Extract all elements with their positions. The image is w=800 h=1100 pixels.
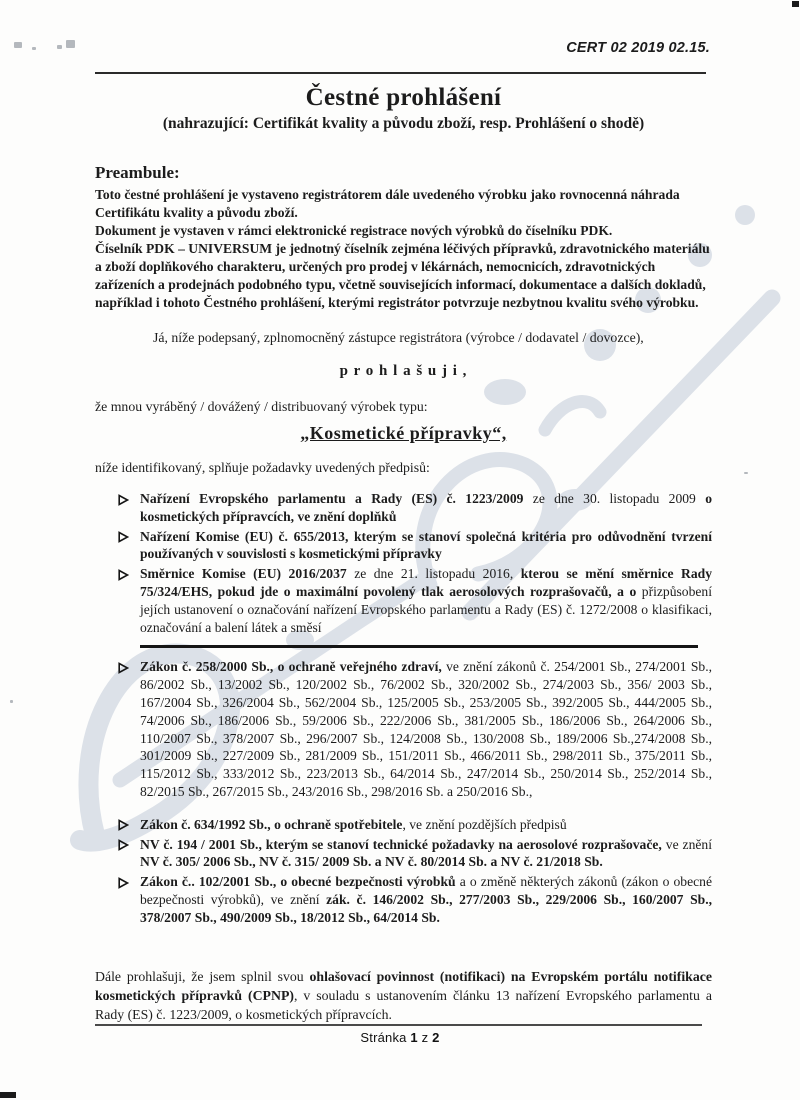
arrow-bullet-icon xyxy=(118,530,129,548)
preamble-heading: Preambule: xyxy=(95,163,180,182)
product-name: „Kosmetické přípravky“, xyxy=(300,423,507,443)
list-item-regulation-1 xyxy=(118,490,712,526)
arrow-bullet-icon xyxy=(118,876,129,894)
arrow-bullet-icon xyxy=(118,493,129,511)
arrow-bullet-icon xyxy=(118,838,129,856)
document-code: CERT 02 2019 02.15. xyxy=(566,40,710,56)
declarant-intro-line: Já, níže podepsaný, zplnomocněný zástupce registrátora (výrobce / dodavatel / dovozce), xyxy=(153,330,644,345)
list-item-text: Nařízení Komise (EU) č. 655/2013, kterým se stanoví společná kritéria pro odůvodnění tvrzení používaných v souvislosti s kosmetickými přípravky xyxy=(140,528,712,562)
list-item-regulation-2 xyxy=(118,528,712,564)
list-item-text: Nařízení Evropského parlamentu a Rady (ES) č. 1223/2009 ze dne 30. listopadu 2009 o kosmetických přípravcích, ve znění doplňků xyxy=(140,491,712,524)
header-rule xyxy=(95,72,706,74)
list-item-text: Zákon č. 258/2000 Sb., o ochraně veřejného zdraví, ve znění zákonů č. 254/2001 Sb., 274/2001 Sb., 86/2002 Sb., 13/2002 Sb., 120/2002 Sb., 76/2002 Sb., 320/2002 Sb., 274/2003 Sb., 356/ 2003 Sb., 167/2004 Sb., 326/2004 Sb., 562/2004 Sb., 125/2005 Sb., 253/2005 Sb., 392/2005 Sb., 444/2005 Sb., 74/2006 Sb., 186/2006 Sb., 59/2006 Sb., 222/2006 Sb., 381/2005 Sb., 186/2006 Sb., 264/2006 Sb., 110/2007 Sb., 378/2007 Sb., 296/2007 Sb., 124/2008 Sb., 130/2008 Sb., 189/2006 Sb.,274/2008 Sb., 301/2009 Sb., 227/2009 Sb., 281/2009 Sb., 151/2011 Sb., 466/2011 Sb., 298/2011 Sb., 375/2011 Sb., 115/2012 Sb., 333/2012 Sb., 223/2013 Sb., 64/2014 Sb., 247/2014 Sb., 250/2014 Sb., 252/2014 Sb., 82/2015 Sb., 267/2015 Sb., 243/2016 Sb., 298/2016 Sb. a 250/2016 Sb., xyxy=(140,659,713,799)
arrow-bullet-icon xyxy=(118,568,129,586)
arrow-bullet-icon xyxy=(118,661,129,679)
page-number-footer: Stránka 1 z 2 xyxy=(360,1030,440,1045)
list-item-law-3 xyxy=(118,836,712,872)
closing-paragraph: Dále prohlašuji, že jsem splnil svou ohlašovací povinnost (notifikaci) na Evropském portálu notifikace kosmetických přípravků (CPNP), v souladu s ustanovením článku 13 nařízení Evropského parlamentu a Rady (ES) č. 1223/2009, o kosmetických přípravcích. xyxy=(95,968,712,1022)
compliance-line: níže identifikovaný, splňuje požadavky uvedených předpisů: xyxy=(95,460,430,475)
list-item-text: Zákon č. 634/1992 Sb., o ochraně spotřebitele, ve znění pozdějších předpisů xyxy=(140,816,567,832)
list-item-law-4 xyxy=(118,873,712,926)
arrow-bullet-icon xyxy=(118,818,129,836)
scan-corner-mark xyxy=(0,1092,16,1098)
list-item-regulation-3 xyxy=(118,565,712,636)
section-separator-rule xyxy=(140,645,698,648)
list-item-text: NV č. 194 / 2001 Sb., kterým se stanoví technické požadavky na aerosolové rozprašovače, ve znění NV č. 305/ 2006 Sb., NV č. 315/ 2009 Sb. a NV č. 80/2014 Sb. a NV č. 21/2018 Sb. xyxy=(140,836,712,870)
scan-corner-mark xyxy=(792,1,799,7)
preamble-paragraph: Toto čestné prohlášení je vystaveno registrátorem dále uvedeného výrobku jako rovnocenná náhrada Certifikátu kvality a původu zboží. Dokument je vystaven v rámci elektronické registrace nových výrobků do číselníku PDK. Číselník PDK – UNIVERSUM je jednotný číselník zejména léčivých přípravků, zdravotnického materiálu a zboží doplňkového charakteru, určených pro prodej v lékárnách, nemocnicích, zdravotnických zařízeních a prodejnách podobného typu, včetně souvisejících informací, dokumentace a dalších dokladů, například i tohoto Čestného prohlášení, kterými registrátor potvrzuje nezbytnou kvalitu svého výrobku. xyxy=(95,187,710,310)
page-subtitle: (nahrazující: Certifikát kvality a původu zboží, resp. Prohlášení o shodě) xyxy=(162,115,645,132)
page-title: Čestné prohlášení xyxy=(305,84,502,111)
declaration-word: p r o h l a š u j i , xyxy=(339,363,468,379)
list-item-text: Směrnice Komise (EU) 2016/2037 ze dne 21. listopadu 2016, kterou se mění směrnice Rady 75/324/EHS, pokud jde o maximální povolený tlak aerosolových rozprašovačů, a o přizpůsobení jejích ustanovení o označování nařízení Evropského parlamentu a Rady (ES) č. 1272/2008 o klasifikaci, označování a balení látek a směsí xyxy=(140,566,713,635)
list-item-law-2 xyxy=(118,816,712,834)
list-item-law-1 xyxy=(118,658,712,800)
regulation-list xyxy=(118,490,712,927)
footer-rule xyxy=(95,1024,702,1026)
list-item-text: Zákon č.. 102/2001 Sb., o obecné bezpečnosti výrobků a o změně některých zákonů (zákon o obecné bezpečnosti výrobků), ve znění zák. č. 146/2002 Sb., 277/2003 Sb., 229/2006 Sb., 160/2007 Sb., 378/2007 Sb., 490/2009 Sb., 18/2012 Sb., 64/2014 Sb. xyxy=(140,874,712,925)
product-type-line: že mnou vyráběný / dovážený / distribuovaný výrobek typu: xyxy=(95,399,428,414)
